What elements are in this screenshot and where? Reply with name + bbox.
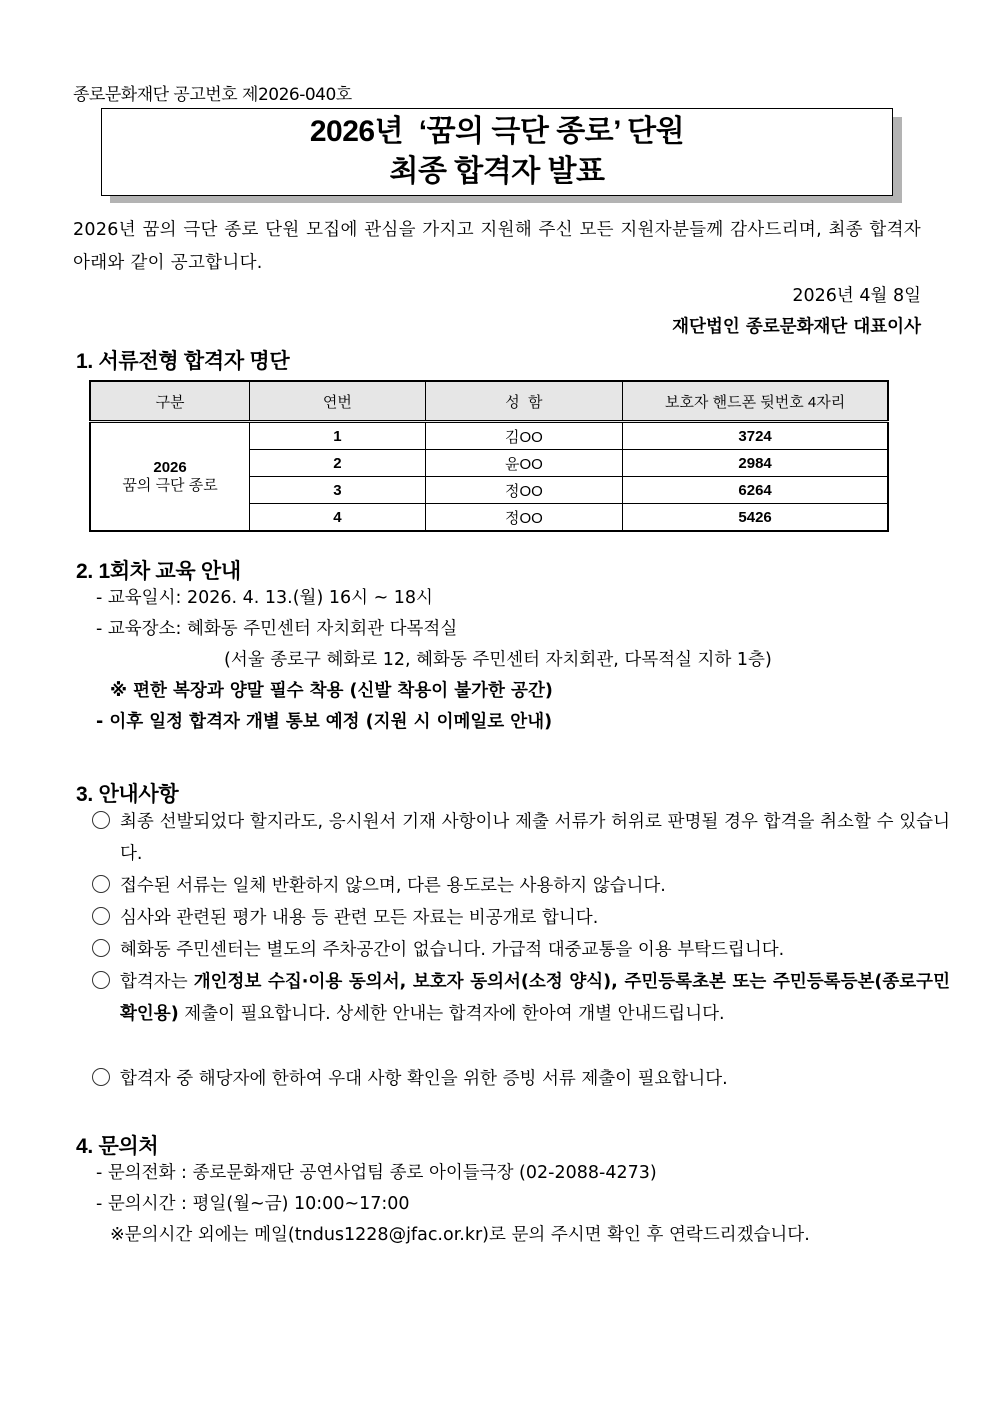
section4-body	[96, 1158, 810, 1251]
notice-item-documents: 합격자는 개인정보 수집·이용 동의서, 보호자 동의서(소정 양식), 주민등록초본 또는 주민등록등본(종로구민 확인용) 제출이 필요합니다. 상세한 안내는 합격자에 한아여 개별 안내드립니다.	[92, 966, 950, 1030]
row-name: 정OO	[425, 477, 623, 504]
column-header: 성 함	[425, 381, 623, 422]
followup-note: - 이후 일정 합격자 개별 통보 예정 (지원 시 이메일로 안내)	[96, 712, 553, 732]
group-cell	[90, 422, 250, 532]
notice-number: 종로문화재단 공고번호 제2026-040호	[73, 85, 352, 105]
row-phone4: 2984	[623, 450, 888, 477]
section2-heading: 2. 1회차 교육 안내	[76, 560, 241, 583]
notice-item: 접수된 서류는 일체 반환하지 않으며, 다른 용도로는 사용하지 않습니다.	[92, 870, 922, 902]
notice-item: 혜화동 주민센터는 별도의 주차공간이 없습니다. 가급적 대중교통을 이용 부탁드립니다.	[92, 934, 922, 966]
circle-bullet-icon	[92, 971, 110, 989]
column-header: 구분	[90, 381, 250, 422]
title-box	[101, 108, 893, 196]
row-number: 1	[250, 422, 426, 450]
education-datetime: - 교육일시: 2026. 4. 13.(월) 16시 ~ 18시	[96, 588, 433, 608]
table-row	[90, 422, 888, 450]
education-address: (서울 종로구 혜화로 12, 혜화동 주민센터 자치회관, 다목적실 지하 1층)	[224, 650, 772, 670]
column-header: 보호자 핸드폰 뒷번호 4자리	[623, 381, 888, 422]
table-header-row	[90, 381, 888, 422]
section1-heading: 1. 서류전형 합격자 명단	[76, 350, 290, 373]
section4-heading: 4. 문의처	[76, 1135, 159, 1158]
section2-body	[96, 583, 772, 738]
circle-bullet-icon	[92, 939, 110, 957]
row-phone4: 6264	[623, 477, 888, 504]
row-name: 윤OO	[425, 450, 623, 477]
title-line-2: 최종 합격자 발표	[389, 155, 605, 188]
intro-paragraph: 2026년 꿈의 극단 종로 단원 모집에 관심을 가지고 지원해 주신 모든 지원자분들께 감사드리며, 최종 합격자 아래와 같이 공고합니다.	[73, 220, 921, 273]
title-line-1: 2026년 ‘꿈의 극단 종로’ 단원	[309, 115, 685, 148]
row-number: 3	[250, 477, 426, 504]
row-phone4: 3724	[623, 422, 888, 450]
contact-phone: - 문의전화 : 종로문화재단 공연사업팀 종로 아이들극장 (02-2088-4273)	[96, 1163, 657, 1183]
row-name: 정OO	[425, 504, 623, 532]
education-place: - 교육장소: 혜화동 주민센터 자치회관 다목적실	[96, 619, 458, 639]
roster-table	[89, 380, 889, 532]
notice-item: 합격자 중 해당자에 한하여 우대 사항 확인을 위한 증빙 서류 제출이 필요합니다.	[92, 1063, 922, 1095]
section3-heading: 3. 안내사항	[76, 783, 179, 806]
contact-hours: - 문의시간 : 평일(월~금) 10:00~17:00	[96, 1194, 410, 1214]
row-name: 김OO	[425, 422, 623, 450]
group-name: 꿈의 극단 종로	[122, 476, 218, 494]
signer: 재단법인 종로문화재단 대표이사	[672, 317, 921, 337]
circle-bullet-icon	[92, 811, 110, 829]
column-header: 연번	[250, 381, 426, 422]
dress-note: ※ 편한 복장과 양말 필수 착용 (신발 착용이 불가한 공간)	[110, 681, 553, 701]
circle-bullet-icon	[92, 1068, 110, 1086]
notice-item: 심사와 관련된 평가 내용 등 관련 모든 자료는 비공개로 합니다.	[92, 902, 922, 934]
contact-email-note: ※문의시간 외에는 메일(tndus1228@jfac.or.kr)로 문의 주시면 확인 후 연락드리겠습니다.	[110, 1225, 810, 1245]
group-year: 2026	[153, 458, 187, 476]
row-number: 4	[250, 504, 426, 532]
circle-bullet-icon	[92, 907, 110, 925]
row-number: 2	[250, 450, 426, 477]
notice-item: 최종 선발되었다 할지라도, 응시원서 기재 사항이나 제출 서류가 허위로 판명될 경우 합격을 취소할 수 있습니다.	[92, 806, 950, 870]
row-phone4: 5426	[623, 504, 888, 532]
circle-bullet-icon	[92, 875, 110, 893]
notice-date: 2026년 4월 8일	[792, 286, 921, 306]
